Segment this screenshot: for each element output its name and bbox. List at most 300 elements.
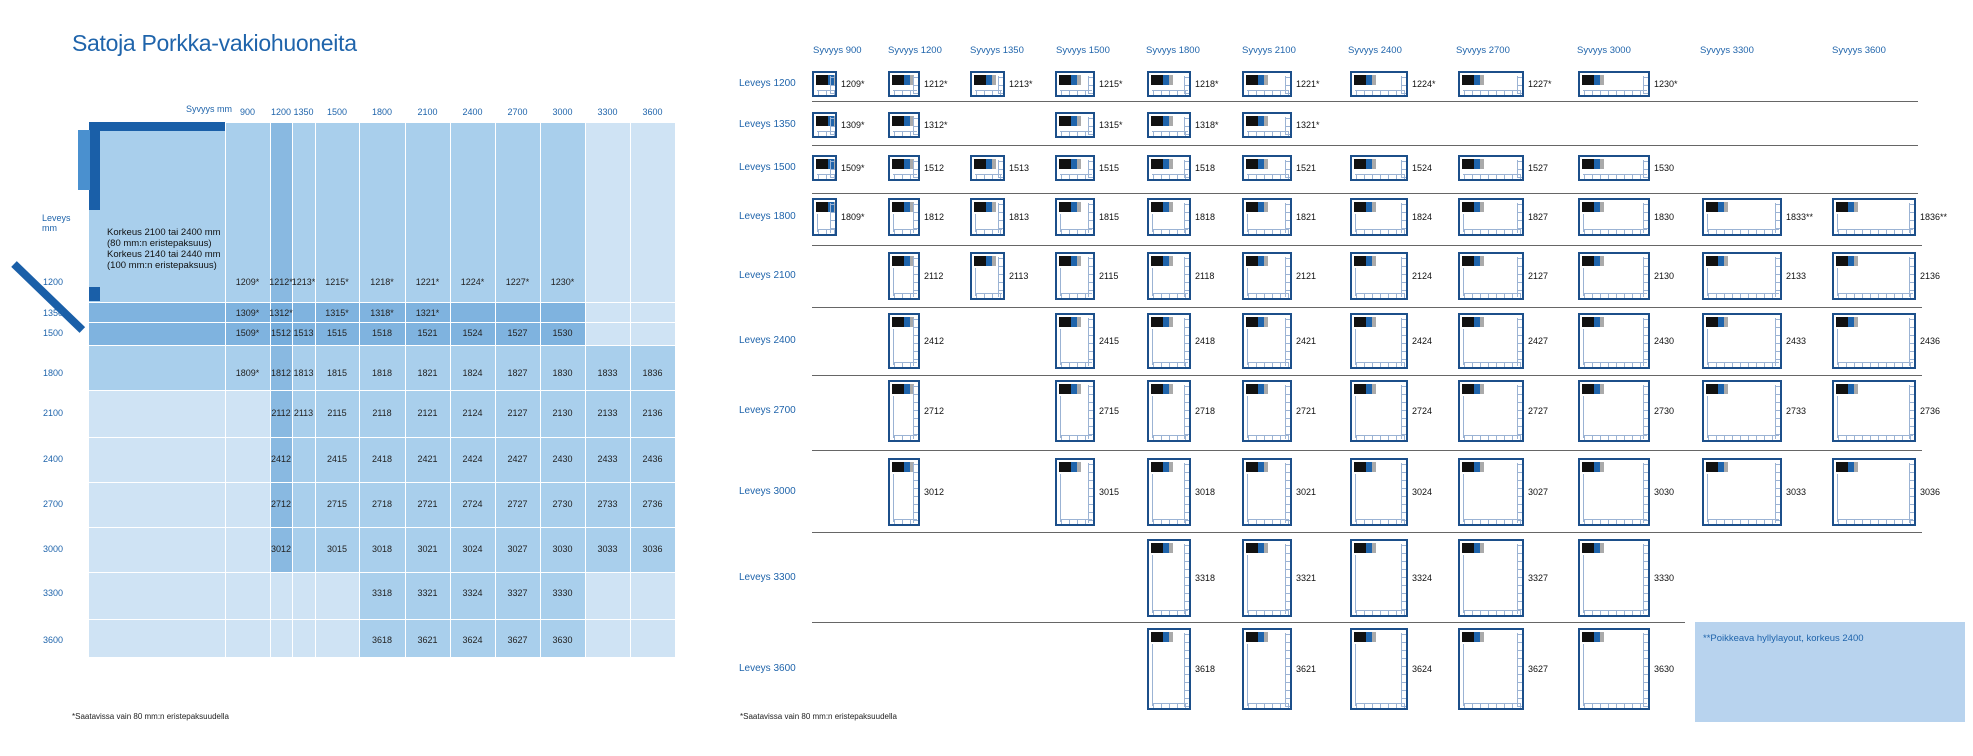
table-cell: 2736: [642, 499, 663, 509]
shelf-tick: [1356, 174, 1357, 179]
shelf-tick: [826, 90, 827, 95]
shelf-tick: [1517, 496, 1522, 497]
door-icon: [1724, 462, 1728, 472]
shelf-tick: [1480, 174, 1481, 179]
shelf-tick: [1185, 131, 1186, 136]
shelf-tick: [913, 220, 918, 221]
shelf-tick: [1648, 610, 1649, 615]
shelf-tick: [1401, 335, 1406, 336]
room-diagram: [1147, 71, 1191, 97]
shelf-tick: [1161, 435, 1162, 440]
shelf-tick: [1854, 229, 1855, 234]
shelf-tick: [1643, 561, 1648, 562]
shelf-tick: [1285, 343, 1290, 344]
shelf-tick: [1364, 519, 1365, 524]
shelf-tick: [1909, 367, 1914, 368]
shelf-tick: [913, 290, 918, 291]
room-code: 1309*: [841, 120, 865, 130]
shelf-tick: [1600, 362, 1601, 367]
shelf-tick: [1624, 229, 1625, 234]
shelf-tick: [1643, 504, 1648, 505]
shelf-tick: [1764, 519, 1765, 524]
room-code: 2724: [1412, 406, 1433, 416]
shelf-tick: [1184, 212, 1189, 213]
table-cell: 3024: [462, 544, 483, 554]
shelf-tick: [1496, 229, 1497, 234]
shelf-tick: [913, 169, 918, 170]
shelf-tick: [1643, 343, 1648, 344]
shelf-tick: [1184, 258, 1189, 259]
door-icon: [1480, 632, 1484, 642]
door-icon: [1264, 202, 1268, 212]
shelf-tick: [1272, 131, 1273, 136]
room-diagram: [1578, 628, 1650, 710]
shelf-tick: [1643, 258, 1648, 259]
shelf-tick: [1648, 174, 1649, 179]
room-diagram: [970, 198, 1005, 236]
shelf-tick: [1184, 504, 1189, 505]
room-diagram: [888, 71, 920, 97]
door-icon: [1582, 384, 1594, 394]
table-cell: 1218*: [370, 277, 394, 287]
shelf-tick: [918, 90, 919, 95]
door-icon: [816, 202, 828, 212]
room-code: 1515: [1099, 163, 1120, 173]
door-icon: [1077, 462, 1081, 472]
shelf-tick: [913, 85, 918, 86]
shelf-tick: [1846, 519, 1847, 524]
shelf-tick: [894, 435, 895, 440]
shelf-line: [1643, 257, 1644, 297]
shelf-tick: [1285, 650, 1290, 651]
shelf-line: [1837, 396, 1838, 438]
shelf-tick: [1643, 266, 1648, 267]
shelf-tick: [1909, 496, 1914, 497]
shelf-tick: [1517, 258, 1522, 259]
shelf-tick: [1643, 410, 1648, 411]
shelf-tick: [998, 212, 1003, 213]
shelf-line: [1707, 293, 1779, 294]
shelf-tick: [1285, 480, 1290, 481]
shelf-tick: [1643, 674, 1648, 675]
shelf-tick: [1380, 703, 1381, 708]
shelf-tick: [1404, 435, 1405, 440]
shelf-tick: [1396, 610, 1397, 615]
shelf-tick: [1285, 258, 1290, 259]
shelf-tick: [1177, 131, 1178, 136]
shelf-tick: [1854, 362, 1855, 367]
shelf-tick: [1862, 229, 1863, 234]
table-cell: 1818: [371, 368, 393, 378]
shelf-line: [1152, 90, 1188, 91]
door-icon: [1151, 159, 1163, 169]
shelf-tick: [1648, 362, 1649, 367]
shelf-tick: [1640, 362, 1641, 367]
shelf-line: [1060, 268, 1061, 296]
shelf-tick: [1643, 593, 1648, 594]
shelf-tick: [1909, 512, 1914, 513]
shelf-tick: [1909, 290, 1914, 291]
shelf-tick: [818, 90, 819, 95]
shelf-line: [1285, 544, 1286, 614]
shelf-tick: [1910, 229, 1911, 234]
shelf-tick: [1061, 435, 1062, 440]
shelf-tick: [1401, 220, 1406, 221]
shelf-tick: [1088, 464, 1093, 465]
table-cell: 1318*: [370, 308, 394, 318]
shelf-tick: [1401, 386, 1406, 387]
shelf-tick: [1088, 169, 1093, 170]
width-header: Leveys mm: [42, 213, 71, 233]
room-diagram: [1458, 380, 1524, 442]
shelf-line: [1775, 257, 1776, 297]
shelf-tick: [1894, 229, 1895, 234]
shelf-tick: [1388, 703, 1389, 708]
shelf-line: [1152, 268, 1153, 296]
shelf-tick: [1069, 90, 1070, 95]
shelf-tick: [1584, 703, 1585, 708]
table-cell: 2430: [552, 454, 573, 464]
shelf-tick: [1401, 561, 1406, 562]
shelf-tick: [1169, 435, 1170, 440]
shelf-tick: [1264, 229, 1265, 234]
shelf-line: [1909, 257, 1910, 297]
shelf-tick: [1909, 386, 1914, 387]
shelf-tick: [1248, 90, 1249, 95]
column-header: Syvyys 1800: [1146, 45, 1200, 56]
column-header: Syvyys 3000: [1577, 45, 1631, 56]
table-cell: 2412: [270, 454, 292, 464]
shelf-tick: [1177, 90, 1178, 95]
shelf-tick: [1643, 585, 1648, 586]
room-diagram: [888, 112, 920, 138]
shelf-tick: [913, 351, 918, 352]
shelf-tick: [1748, 519, 1749, 524]
shelf-tick: [1854, 519, 1855, 524]
room-code: 1836**: [1920, 211, 1948, 222]
shelf-tick: [1517, 512, 1522, 513]
shelf-tick: [1748, 293, 1749, 298]
shelf-tick: [1372, 174, 1373, 179]
shelf-tick: [1169, 131, 1170, 136]
shelf-tick: [1061, 293, 1062, 298]
col-header: 2700: [507, 107, 528, 117]
shelf-tick: [1401, 480, 1406, 481]
door-icon: [1246, 384, 1258, 394]
shelf-tick: [1640, 174, 1641, 179]
shelf-tick: [1648, 519, 1649, 524]
shelf-line: [893, 396, 894, 438]
height-note-line: Korkeus 2100 tai 2400 mm: [107, 227, 221, 238]
shelf-tick: [1464, 435, 1465, 440]
shelf-tick: [1088, 402, 1093, 403]
shelf-line: [1060, 474, 1061, 522]
shelf-tick: [1248, 519, 1249, 524]
shelf-tick: [913, 204, 918, 205]
shelf-tick: [1517, 402, 1522, 403]
room-diagram: [1242, 380, 1292, 442]
shelf-tick: [998, 298, 1003, 299]
shelf-tick: [1708, 362, 1709, 367]
shelf-tick: [1285, 488, 1290, 489]
room-diagram: [1350, 628, 1408, 710]
shelf-tick: [1512, 519, 1513, 524]
shelf-tick: [1870, 229, 1871, 234]
shelf-tick: [1088, 258, 1093, 259]
door-icon: [1462, 384, 1474, 394]
shelf-tick: [1512, 435, 1513, 440]
shelf-tick: [1184, 394, 1189, 395]
shelf-tick: [1153, 131, 1154, 136]
shelf-tick: [1372, 293, 1373, 298]
door-icon: [1600, 159, 1604, 169]
shelf-line: [1060, 174, 1092, 175]
shelf-tick: [1517, 169, 1522, 170]
shelf-line: [1583, 474, 1584, 522]
door-icon: [1151, 202, 1163, 212]
table-cell: 1812: [270, 368, 292, 378]
door-icon: [1600, 317, 1604, 327]
door-icon: [1169, 256, 1173, 266]
shelf-tick: [1069, 519, 1070, 524]
shelf-tick: [1592, 435, 1593, 440]
shelf-line: [1463, 268, 1464, 296]
shelf-tick: [1401, 553, 1406, 554]
room-code: 1509*: [841, 163, 865, 173]
row-header: 3600: [43, 635, 64, 645]
shelf-tick: [998, 266, 1003, 267]
shelf-tick: [910, 362, 911, 367]
shelf-tick: [1643, 77, 1648, 78]
shelf-tick: [1472, 229, 1473, 234]
door-icon: [1480, 317, 1484, 327]
shelf-tick: [1169, 519, 1170, 524]
shelf-tick: [1643, 319, 1648, 320]
room-code: 2112: [924, 270, 944, 281]
shelf-tick: [1886, 519, 1887, 524]
col-header: 3300: [597, 107, 618, 117]
shelf-tick: [913, 335, 918, 336]
shelf-tick: [1184, 634, 1189, 635]
shelf-tick: [1520, 174, 1521, 179]
height-note-line: (80 mm:n eristepaksuus): [107, 238, 212, 249]
shelf-tick: [913, 418, 918, 419]
room-code: 1221*: [1296, 79, 1320, 89]
shelf-tick: [1775, 290, 1780, 291]
shelf-tick: [1643, 359, 1648, 360]
door-icon: [1582, 256, 1594, 266]
table-cell: 1518: [371, 328, 393, 338]
shelf-tick: [1285, 161, 1290, 162]
shelf-tick: [1288, 174, 1289, 179]
shelf-tick: [1512, 362, 1513, 367]
shelf-tick: [1480, 293, 1481, 298]
door-icon: [1724, 202, 1728, 212]
shelf-tick: [1184, 480, 1189, 481]
room-diagram: [1832, 198, 1916, 236]
shelf-tick: [1520, 90, 1521, 95]
door-icon: [974, 75, 986, 85]
shelf-tick: [1069, 293, 1070, 298]
door-icon: [1077, 256, 1081, 266]
door-icon: [1059, 256, 1071, 266]
room-diagram: [1578, 71, 1650, 97]
shelf-tick: [1464, 610, 1465, 615]
room-code: 3012: [924, 486, 945, 497]
shelf-tick: [1396, 519, 1397, 524]
shelf-line: [1152, 362, 1188, 363]
door-icon: [1600, 256, 1604, 266]
row-label: Leveys 1200: [739, 78, 796, 89]
shelf-tick: [1184, 220, 1189, 221]
room-code: 2736: [1920, 406, 1941, 416]
shelf-tick: [1285, 569, 1290, 570]
shelf-line: [1583, 268, 1584, 296]
shelf-tick: [1517, 77, 1522, 78]
shelf-line: [1247, 610, 1289, 611]
room-diagram: [1350, 380, 1408, 442]
shelf-tick: [1088, 212, 1093, 213]
shelf-line: [975, 174, 1002, 175]
room-code: 2721: [1296, 406, 1317, 416]
shelf-tick: [834, 131, 835, 136]
shelf-tick: [1643, 512, 1648, 513]
row-label: Leveys 2100: [739, 269, 796, 281]
shelf-tick: [1517, 319, 1522, 320]
room-diagram: [888, 458, 920, 526]
row-header: 2700: [43, 499, 64, 509]
table-cell: 1221*: [415, 277, 440, 287]
room-diagram: [1055, 198, 1095, 236]
door-icon: [1354, 317, 1366, 327]
shelf-tick: [1464, 362, 1465, 367]
shelf-tick: [913, 359, 918, 360]
shelf-tick: [902, 435, 903, 440]
shelf-tick: [1380, 610, 1381, 615]
shelf-tick: [1285, 682, 1290, 683]
shelf-line: [1060, 293, 1092, 294]
shelf-tick: [1640, 293, 1641, 298]
table-cell: 1836: [642, 368, 663, 378]
door-icon: [974, 202, 986, 212]
shelf-tick: [1184, 593, 1189, 594]
room-code: 3624: [1412, 664, 1433, 674]
shelf-tick: [1248, 362, 1249, 367]
shelf-tick: [818, 131, 819, 136]
row-header: 2100: [43, 408, 64, 418]
shelf-tick: [1716, 519, 1717, 524]
door-icon: [1582, 202, 1594, 212]
door-icon: [992, 75, 996, 85]
shelf-tick: [1388, 519, 1389, 524]
shelf-tick: [1000, 174, 1001, 179]
shelf-tick: [1388, 610, 1389, 615]
shelf-tick: [1464, 703, 1465, 708]
shelf-tick: [913, 410, 918, 411]
door-icon: [892, 116, 904, 126]
shelf-tick: [830, 118, 835, 119]
door-icon: [1264, 159, 1268, 169]
shelf-line: [1184, 257, 1185, 297]
shelf-tick: [1077, 174, 1078, 179]
shelf-line: [1060, 131, 1092, 132]
shelf-tick: [1608, 519, 1609, 524]
shelf-tick: [1472, 174, 1473, 179]
shelf-tick: [1401, 327, 1406, 328]
shelf-tick: [894, 362, 895, 367]
shelf-tick: [1256, 131, 1257, 136]
door-icon: [1169, 384, 1173, 394]
shelf-tick: [1643, 386, 1648, 387]
shelf-tick: [1088, 204, 1093, 205]
shelf-tick: [1088, 426, 1093, 427]
shelf-tick: [1517, 212, 1522, 213]
shelf-tick: [1380, 435, 1381, 440]
shelf-tick: [834, 90, 835, 95]
room-code: 3018: [1195, 486, 1216, 497]
shelf-tick: [992, 293, 993, 298]
shelf-tick: [1517, 418, 1522, 419]
table-cell: 1513: [293, 328, 314, 338]
shelf-tick: [1272, 435, 1273, 440]
room-diagram: [888, 155, 920, 181]
shelf-tick: [992, 229, 993, 234]
shelf-tick: [1153, 519, 1154, 524]
col-header: 1500: [326, 107, 348, 117]
shelf-tick: [1264, 435, 1265, 440]
shelf-tick: [1909, 220, 1914, 221]
shelf-tick: [1643, 282, 1648, 283]
shelf-tick: [1775, 327, 1780, 328]
door-icon: [1582, 632, 1594, 642]
shelf-tick: [913, 298, 918, 299]
row-label: Leveys 2700: [739, 405, 796, 416]
shelf-tick: [1088, 298, 1093, 299]
room-diagram: [1578, 252, 1650, 300]
shelf-tick: [918, 362, 919, 367]
shelf-tick: [1184, 577, 1189, 578]
table-cell: 1227*: [505, 277, 530, 287]
room-code: 1318*: [1195, 120, 1219, 130]
shelf-tick: [913, 496, 918, 497]
door-icon: [1354, 202, 1366, 212]
shelf-tick: [1256, 610, 1257, 615]
shelf-tick: [1404, 703, 1405, 708]
shelf-tick: [1643, 601, 1648, 602]
shelf-tick: [1364, 610, 1365, 615]
shelf-line: [1247, 362, 1289, 363]
shelf-tick: [1464, 229, 1465, 234]
shelf-tick: [1285, 472, 1290, 473]
shelf-tick: [1264, 90, 1265, 95]
shelf-tick: [1910, 293, 1911, 298]
row-separator: [812, 245, 1922, 246]
shelf-line: [1247, 703, 1289, 704]
door-icon: [1151, 543, 1163, 553]
room-diagram: [1242, 252, 1292, 300]
shelf-tick: [1088, 488, 1093, 489]
shelf-tick: [1517, 472, 1522, 473]
table-cell: 1521: [417, 328, 438, 338]
shelf-tick: [1288, 131, 1289, 136]
shelf-tick: [1756, 519, 1757, 524]
shelf-line: [975, 229, 1002, 230]
shelf-tick: [1909, 274, 1914, 275]
shelf-tick: [1285, 298, 1290, 299]
shelf-tick: [1184, 282, 1189, 283]
shelf-line: [1247, 519, 1289, 520]
table-cell: 1827: [507, 368, 528, 378]
